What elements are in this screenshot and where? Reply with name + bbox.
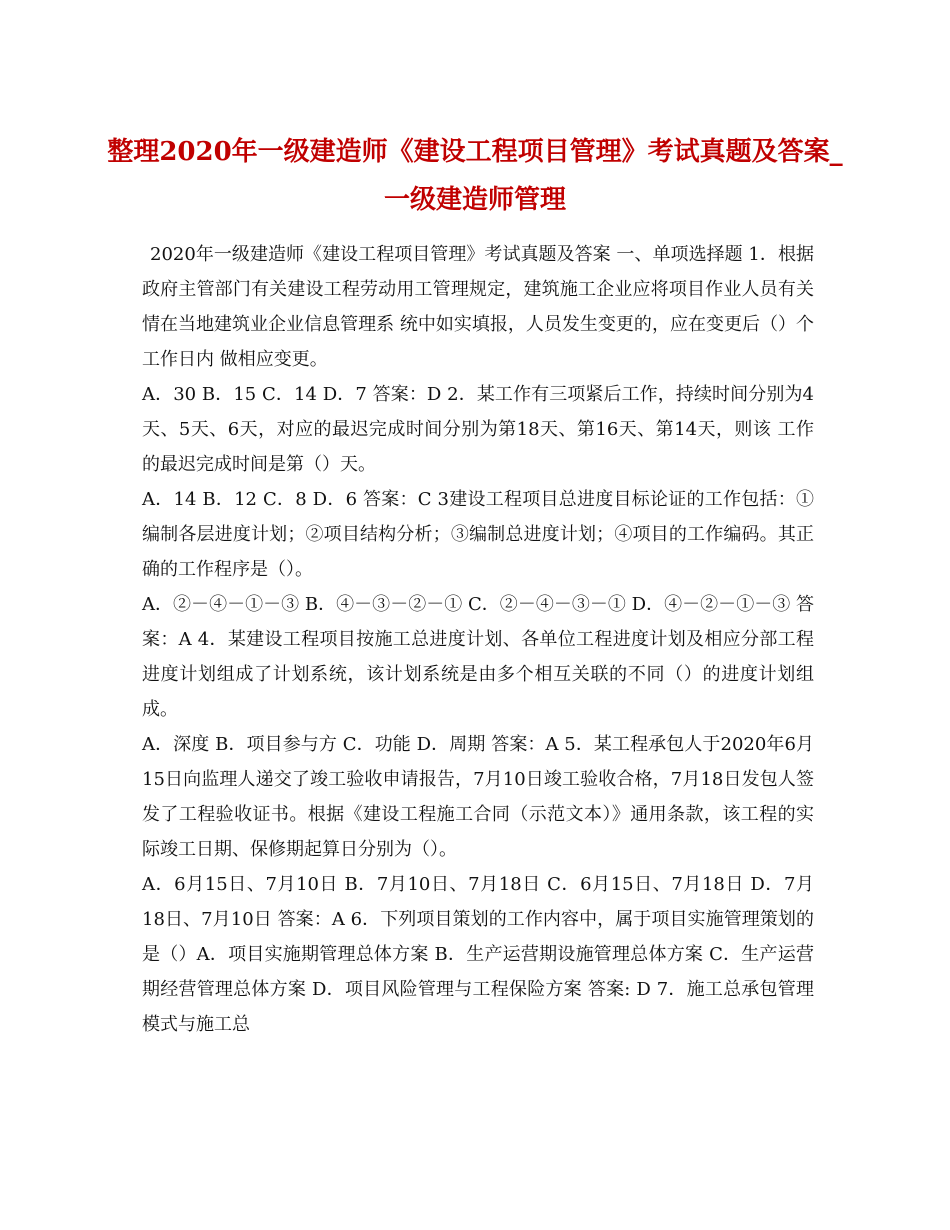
paragraph-3: A．14 B．12 C．8 D．6 答案：C 3建设工程项目总进度目标论证的工作包括：①编制各层进度计划；②项目结构分析；③编制总进度计划；④项目的工作编码。其正确的工作程序是（）。: [142, 489, 814, 580]
paragraph-1: 2020年一级建造师《建设工程项目管理》考试真题及答案 一、单项选择题 1．根据政府主管部门有关建设工程劳动用工管理规定，建筑施工企业应将项目作业人员有关情在当地建筑业企业信息管理系 统中如实填报，人员发生变更的，应在变更后（）个工作日内 做相应变更。: [142, 244, 814, 370]
paragraph-2: A．30 B．15 C．14 D．7 答案：D 2．某工作有三项紧后工作，持续时间分别为4天、5天、6天，对应的最迟完成时间分别为第18天、第16天、第14天，则该 工作的最迟完成时间是第（）天。: [142, 384, 814, 475]
document-title: 整理2020年一级建造师《建设工程项目管理》考试真题及答案_一级建造师管理: [107, 137, 843, 215]
document-body: [142, 237, 814, 1042]
paragraph-5: A．深度 B．项目参与方 C．功能 D．周期 答案：A 5．某工程承包人于2020年6月15日向监理人递交了竣工验收申请报告，7月10日竣工验收合格，7月18日发包人签发了工程验收证书。根据《建设工程施工合同（示范文本）》通用条款，该工程的实际竣工日期、保修期起算日分别为（）。: [142, 734, 814, 860]
paragraph-4: A．②－④－①－③ B．④－③－②－① C．②－④－③－① D．④－②－①－③ 答案：A 4．某建设工程项目按施工总进度计划、各单位工程进度计划及相应分部工程进度计划组成了计划系统，该计划系统是由多个相互关联的不同（）的进度计划组成。: [142, 594, 814, 720]
paragraph-6: A．6月15日、7月10日 B．7月10日、7月18日 C．6月15日、7月18日 D．7月18日、7月10日 答案：A 6．下列项目策划的工作内容中，属于项目实施管理策划的是（）A．项目实施期管理总体方案 B．生产运营期设施管理总体方案 C．生产运营期经营管理总体方案 D．项目风险管理与工程保险方案 答案: D 7．施工总承包管理模式与施工总: [142, 874, 814, 1035]
